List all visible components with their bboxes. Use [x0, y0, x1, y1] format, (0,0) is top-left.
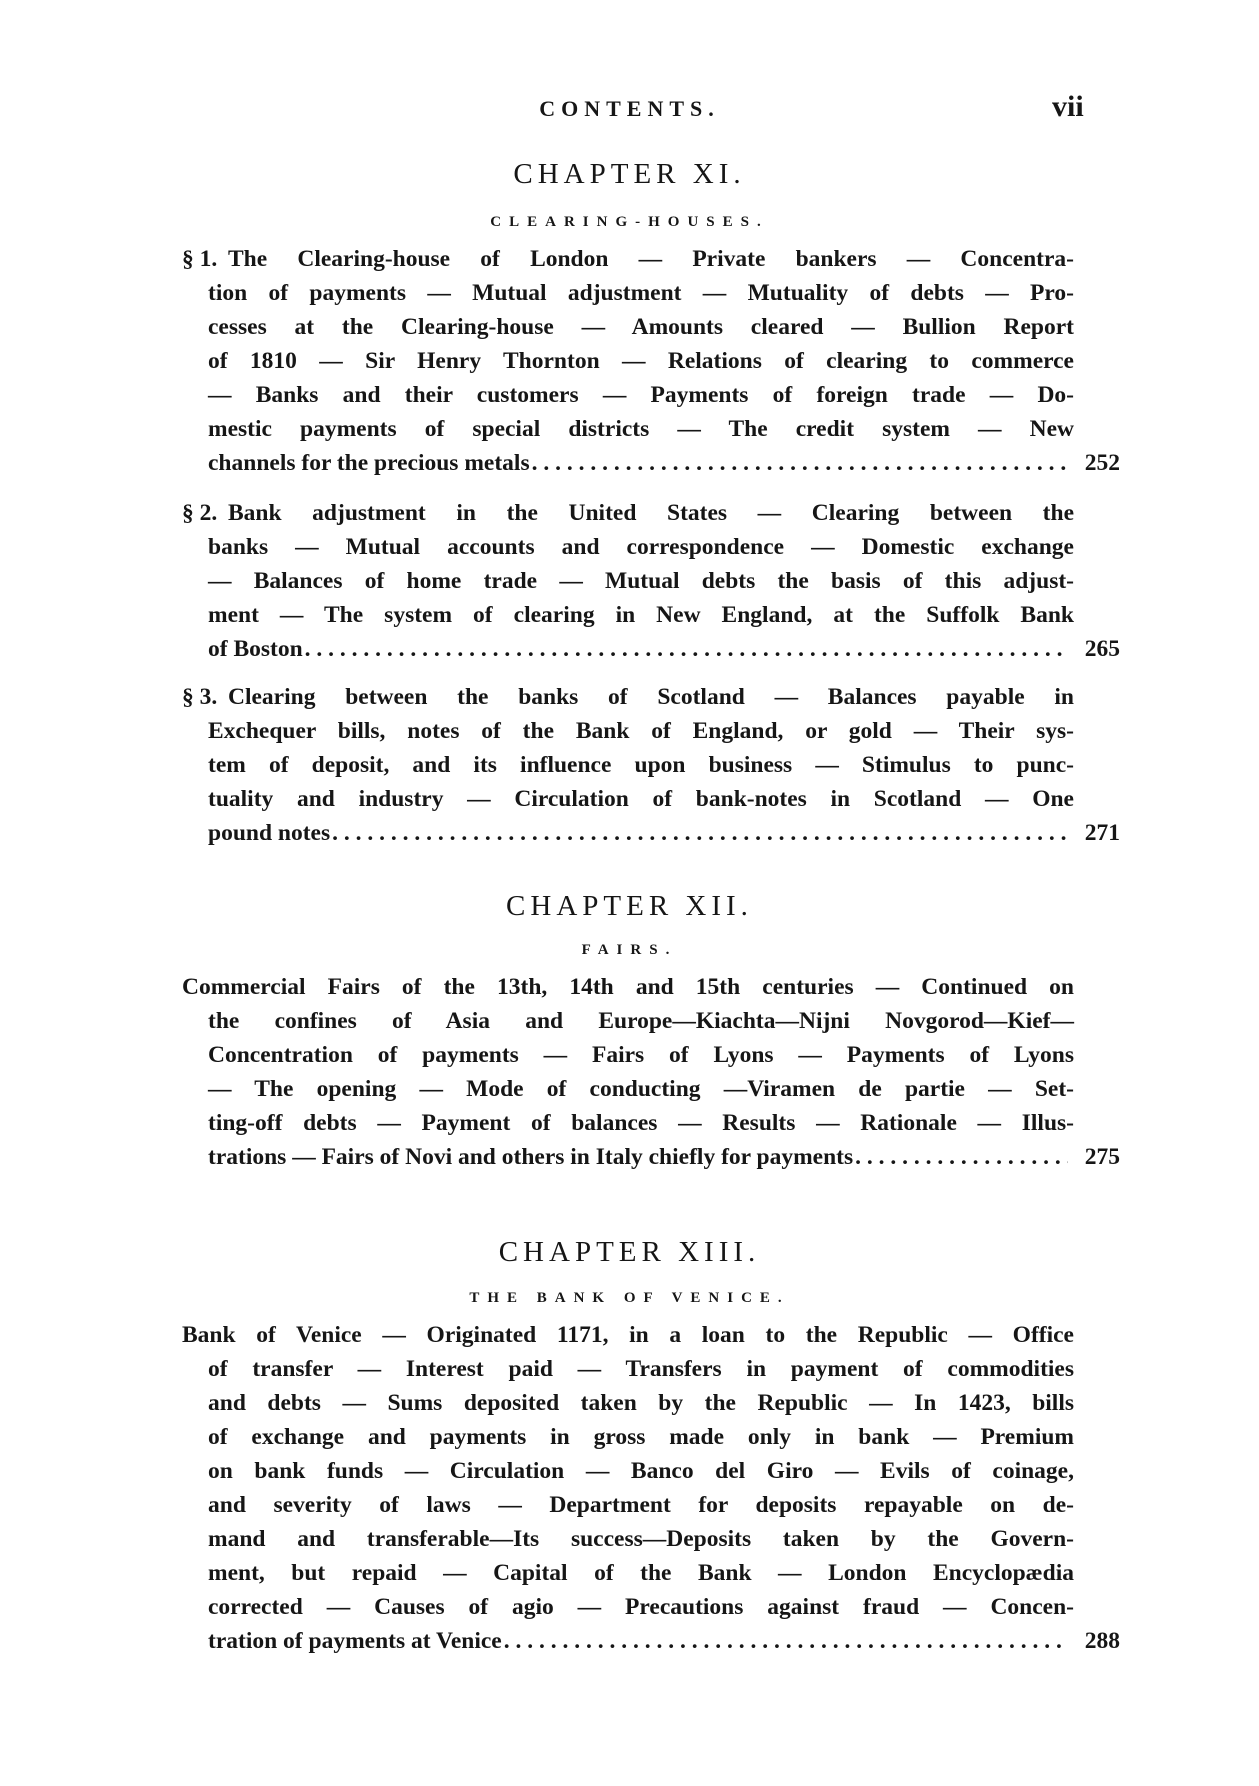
section-line: Bank adjustment in the United States — Clearing between the [228, 500, 1074, 526]
section-line: — Balances of home trade — Mutual debts the basis of this adjust- [208, 568, 1074, 594]
chapter-xii-entry [182, 970, 1120, 1174]
dot-leader [504, 1624, 1068, 1658]
chapter-xi-section-3 [182, 680, 1120, 850]
section-first-line [182, 496, 1074, 530]
section-line: tion of payments — Mutual adjustment — Mutuality of debts — Pro- [208, 280, 1074, 306]
section-line: corrected — Causes of agio — Precautions against fraud — Concen- [208, 1594, 1074, 1620]
section-line: of 1810 — Sir Henry Thornton — Relations of clearing to commerce [208, 348, 1074, 374]
section-line: ting-off debts — Payment of balances — Results — Rationale — Illus- [208, 1110, 1074, 1136]
section-last-line: trations — Fairs of Novi and others in Italy chiefly for payments [208, 1144, 854, 1170]
section-line: cesses at the Clearing-house — Amounts cleared — Bullion Report [208, 314, 1074, 340]
toc-page-number: 288 [1084, 1628, 1120, 1654]
section-line: on bank funds — Circulation — Banco del Giro — Evils of coinage, [208, 1458, 1074, 1484]
section-mark: § 1. [182, 246, 218, 272]
toc-leader-row [208, 1624, 1120, 1658]
section-line: Bank of Venice — Originated 1171, in a loan to the Republic — Office [182, 1322, 1074, 1348]
toc-page-number: 271 [1084, 820, 1120, 846]
section-line: Exchequer bills, notes of the Bank of England, or gold — Their sys- [208, 718, 1074, 744]
section-line: of transfer — Interest paid — Transfers in payment of commodities [208, 1356, 1074, 1382]
toc-page-number: 252 [1084, 450, 1120, 476]
section-mark: § 2. [182, 500, 218, 526]
chapter-xiii-title: CHAPTER XIII. [498, 1236, 761, 1268]
section-line: tuality and industry — Circulation of bank-notes in Scotland — One [208, 786, 1074, 812]
section-line: mand and transferable—Its success—Deposits taken by the Govern- [208, 1526, 1074, 1552]
chapter-xiii-entry [182, 1318, 1120, 1658]
section-line: tem of deposit, and its influence upon business — Stimulus to punc- [208, 752, 1074, 778]
section-first-line [182, 680, 1074, 714]
section-line: of exchange and payments in gross made only in bank — Premium [208, 1424, 1074, 1450]
section-line: Commercial Fairs of the 13th, 14th and 15th centuries — Continued on [182, 974, 1074, 1000]
section-line: mestic payments of special districts — The credit system — New [208, 416, 1074, 442]
section-last-line: tration of payments at Venice [208, 1628, 502, 1654]
toc-leader-row [208, 1140, 1120, 1174]
toc-leader-row [208, 632, 1120, 666]
section-line: ment — The system of clearing in New England, at the Suffolk Bank [208, 602, 1074, 628]
section-last-line: of Boston [208, 636, 303, 662]
section-line: and debts — Sums deposited taken by the Republic — In 1423, bills [208, 1390, 1074, 1416]
running-title: CONTENTS. [539, 96, 720, 121]
toc-page-number: 265 [1084, 636, 1120, 662]
section-mark: § 3. [182, 684, 218, 710]
toc-leader-row [208, 816, 1120, 850]
chapter-xi-subtitle: CLEARING-HOUSES. [490, 214, 769, 230]
section-line: banks — Mutual accounts and correspondence — Domestic exchange [208, 534, 1074, 560]
chapter-xi-title: CHAPTER XI. [513, 158, 746, 190]
dot-leader [305, 632, 1068, 666]
dot-leader [855, 1140, 1068, 1174]
section-last-line: channels for the precious metals [208, 450, 530, 476]
chapter-xi-section-2 [182, 496, 1120, 666]
chapter-xii-subtitle: FAIRS. [581, 942, 678, 958]
dot-leader [532, 446, 1068, 480]
section-line: ment, but repaid — Capital of the Bank — London Encyclopædia [208, 1560, 1074, 1586]
section-last-line: pound notes [208, 820, 331, 846]
chapter-xii-title: CHAPTER XII. [506, 890, 753, 922]
chapter-xiii-subtitle: THE BANK OF VENICE. [469, 1290, 790, 1306]
section-line: — Banks and their customers — Payments of foreign trade — Do- [208, 382, 1074, 408]
chapter-xi-section-1 [182, 242, 1120, 480]
page-number: vii [1052, 90, 1084, 123]
section-first-line [182, 242, 1074, 276]
section-line: and severity of laws — Department for deposits repayable on de- [208, 1492, 1074, 1518]
toc-page-number: 275 [1084, 1144, 1120, 1170]
dot-leader [332, 816, 1068, 850]
section-line: The Clearing-house of London — Private bankers — Concentra- [228, 246, 1074, 272]
section-line: Clearing between the banks of Scotland — Balances payable in [228, 684, 1074, 710]
section-line: — The opening — Mode of conducting —Viramen de partie — Set- [208, 1076, 1074, 1102]
section-line: Concentration of payments — Fairs of Lyons — Payments of Lyons [208, 1042, 1074, 1068]
section-line: the confines of Asia and Europe—Kiachta—Nijni Novgorod—Kief— [208, 1008, 1074, 1034]
toc-leader-row [208, 446, 1120, 480]
